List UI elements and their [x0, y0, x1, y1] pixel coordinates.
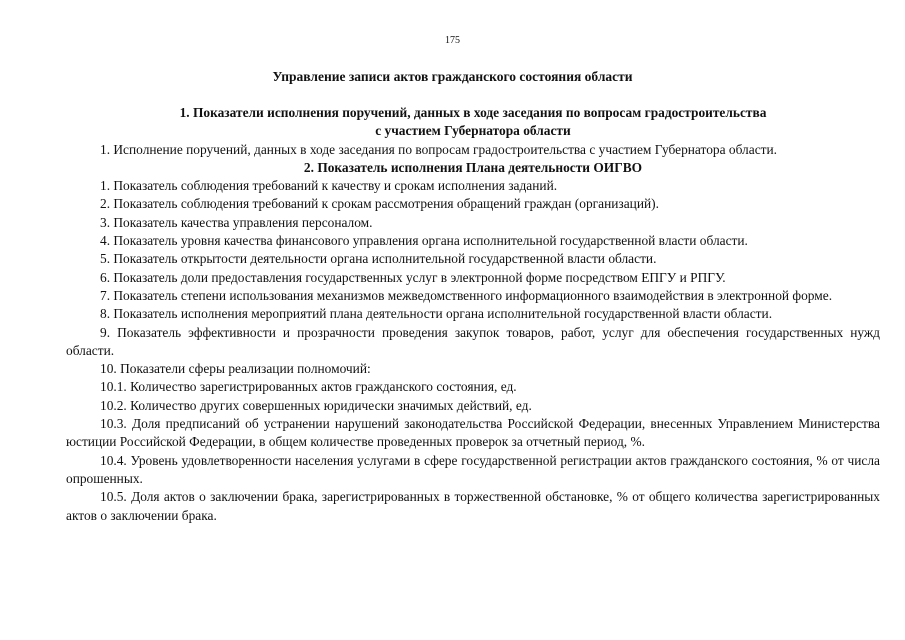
section1-heading-line2: с участием Губернатора области: [375, 123, 571, 139]
section2-item-4: 4. Показатель уровня качества финансового управления органа исполнительной государственной власти области.: [100, 233, 748, 249]
page-number: 175: [445, 35, 460, 46]
section2-item-1: 1. Показатель соблюдения требований к качеству и срокам исполнения заданий.: [100, 178, 558, 194]
section2-item-10-5: 10.5. Доля актов о заключении брака, зарегистрированных в торжественной обстановке, % от общего количества зарегистрированных актов о заключении брака.: [66, 489, 880, 523]
section2-heading: 2. Показатель исполнения Плана деятельности ОИГВО: [303, 159, 643, 175]
section2-item-8: 8. Показатель исполнения мероприятий плана деятельности органа исполнительной государственной власти области.: [100, 306, 773, 322]
section1-item-1: 1. Исполнение поручений, данных в ходе заседания по вопросам градостроительства с участием Губернатора области.: [100, 141, 777, 157]
section2-item-10-4: 10.4. Уровень удовлетворенности населения услугами в сфере государственной регистрации актов гражданского состояния, % от числа опрошенных.: [66, 452, 880, 486]
section2-item-10: 10. Показатели сферы реализации полномочий:: [100, 361, 371, 377]
section2-item-7: 7. Показатель степени использования механизмов межведомственного информационного взаимодействия в электронной форме.: [100, 287, 833, 303]
section1-heading-line1: 1. Показатели исполнения поручений, данных в ходе заседания по вопросам градостроительства: [179, 105, 767, 120]
section2-item-9: 9. Показатель эффективности и прозрачности проведения закупок товаров, работ, услуг для обеспечения государственных нужд области.: [66, 324, 880, 358]
section2-item-3: 3. Показатель качества управления персоналом.: [100, 214, 373, 230]
section2-item-10-1: 10.1. Количество зарегистрированных актов гражданского состояния, ед.: [100, 379, 517, 395]
section2-item-5: 5. Показатель открытости деятельности органа исполнительной государственной власти области.: [100, 251, 657, 267]
section2-item-6: 6. Показатель доли предоставления государственных услуг в электронной форме посредством ЕПГУ и РПГУ.: [100, 269, 726, 285]
section2-item-10-2: 10.2. Количество других совершенных юридически значимых действий, ед.: [100, 397, 532, 413]
document-body: [66, 104, 880, 525]
section2-item-2: 2. Показатель соблюдения требований к срокам рассмотрения обращений граждан (организаций).: [100, 196, 659, 212]
document-title: Управление записи актов гражданского состояния области: [272, 69, 633, 84]
section2-item-10-3: 10.3. Доля предписаний об устранении нарушений законодательства Российской Федерации, внесенных Управлением Министерства юстиции Российской Федерации, в общем количестве проведенных проверок за отчетный период, %.: [66, 416, 880, 450]
